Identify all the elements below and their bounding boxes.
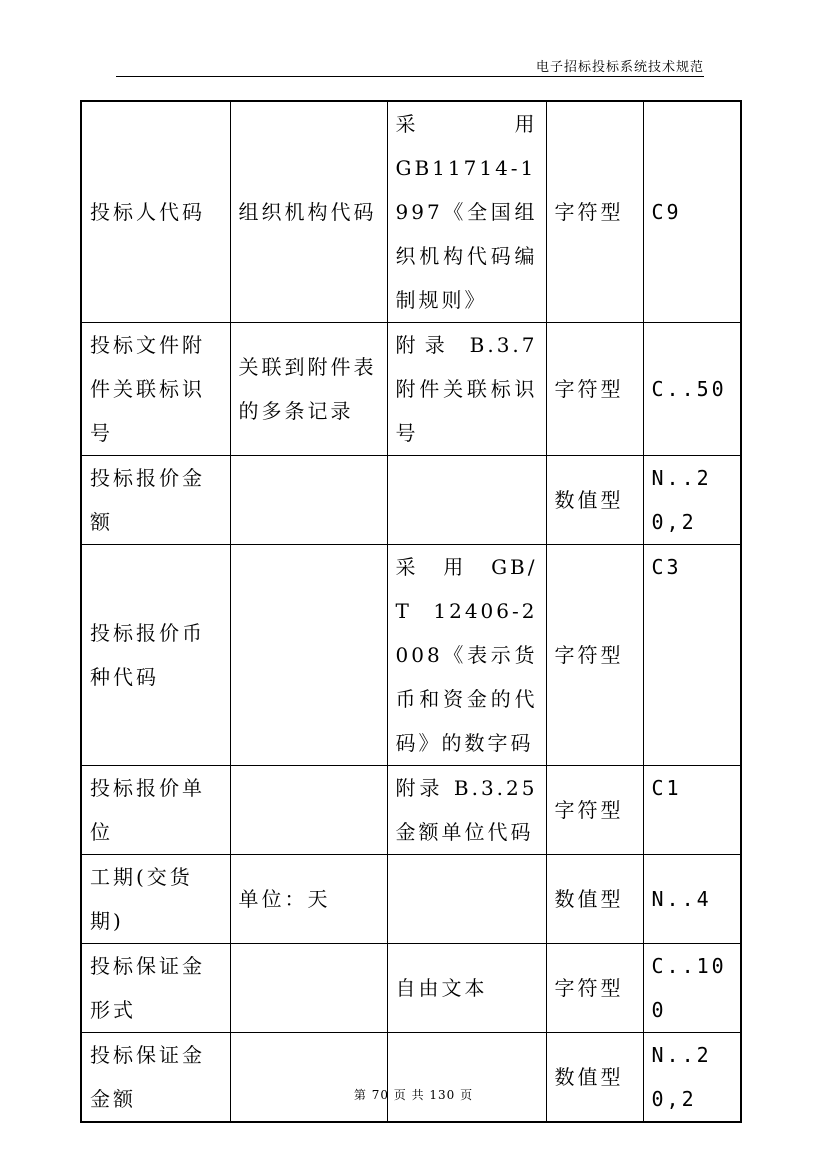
- field-remark-cell: 附录 B.3.25 金额单位代码: [387, 766, 546, 855]
- field-name-cell: 工期(交货期): [81, 855, 230, 944]
- field-type-cell: 字符型: [546, 101, 643, 323]
- field-type-cell: 字符型: [546, 944, 643, 1033]
- page-number: 第 70 页 共 130 页: [353, 1088, 474, 1102]
- field-type-cell: 字符型: [546, 323, 643, 456]
- field-type-cell: 数值型: [546, 855, 643, 944]
- field-desc-cell: [230, 766, 387, 855]
- field-desc-cell: 关联到附件表的多条记录: [230, 323, 387, 456]
- field-format-cell: N..4: [643, 855, 741, 944]
- field-name-cell: 投标报价金额: [81, 456, 230, 545]
- field-name-cell: 投标报价单位: [81, 766, 230, 855]
- field-name-cell: 投标文件附件关联标识号: [81, 323, 230, 456]
- field-remark-cell: 采 用 GB/T 12406-2008《表示货币和资金的代码》的数字码: [387, 545, 546, 766]
- table-row: [81, 101, 741, 323]
- field-desc-cell: [230, 456, 387, 545]
- field-format-cell: N..20,2: [643, 456, 741, 545]
- header-rule: [116, 76, 704, 77]
- field-remark-cell: 采 用 GB11714-1997《全国组织机构代码编制规则》: [387, 101, 546, 323]
- spec-table: [80, 100, 742, 1123]
- field-format-cell: C..50: [643, 323, 741, 456]
- field-format-cell: C3: [643, 545, 741, 766]
- table-row: [81, 323, 741, 456]
- field-type-cell: 字符型: [546, 766, 643, 855]
- field-format-cell: N..20,2: [643, 1033, 741, 1123]
- table-row: [81, 855, 741, 944]
- field-type-cell: 数值型: [546, 456, 643, 545]
- field-format-cell: C1: [643, 766, 741, 855]
- field-desc-cell: [230, 545, 387, 766]
- field-format-cell: C..100: [643, 944, 741, 1033]
- field-desc-cell: 单位：天: [230, 855, 387, 944]
- table-row: [81, 766, 741, 855]
- table-row: [81, 545, 741, 766]
- field-remark-cell: [387, 855, 546, 944]
- field-type-cell: 字符型: [546, 545, 643, 766]
- field-name-cell: 投标报价币种代码: [81, 545, 230, 766]
- field-format-cell: C9: [643, 101, 741, 323]
- table-row: [81, 1033, 741, 1123]
- field-type-cell: 数值型: [546, 1033, 643, 1123]
- header-title: 电子招标投标系统技术规范: [535, 60, 704, 75]
- field-desc-cell: 组织机构代码: [230, 101, 387, 323]
- field-desc-cell: [230, 944, 387, 1033]
- table-row: [81, 944, 741, 1033]
- table-row: [81, 456, 741, 545]
- field-desc-cell: [230, 1033, 387, 1123]
- field-name-cell: 投标保证金形式: [81, 944, 230, 1033]
- field-remark-cell: 附录 B.3.7 附件关联标识号: [387, 323, 546, 456]
- field-name-cell: 投标人代码: [81, 101, 230, 323]
- field-remark-cell: 自由文本: [387, 944, 546, 1033]
- field-remark-cell: [387, 1033, 546, 1123]
- field-remark-cell: [387, 456, 546, 545]
- field-name-cell: 投标保证金金额: [81, 1033, 230, 1123]
